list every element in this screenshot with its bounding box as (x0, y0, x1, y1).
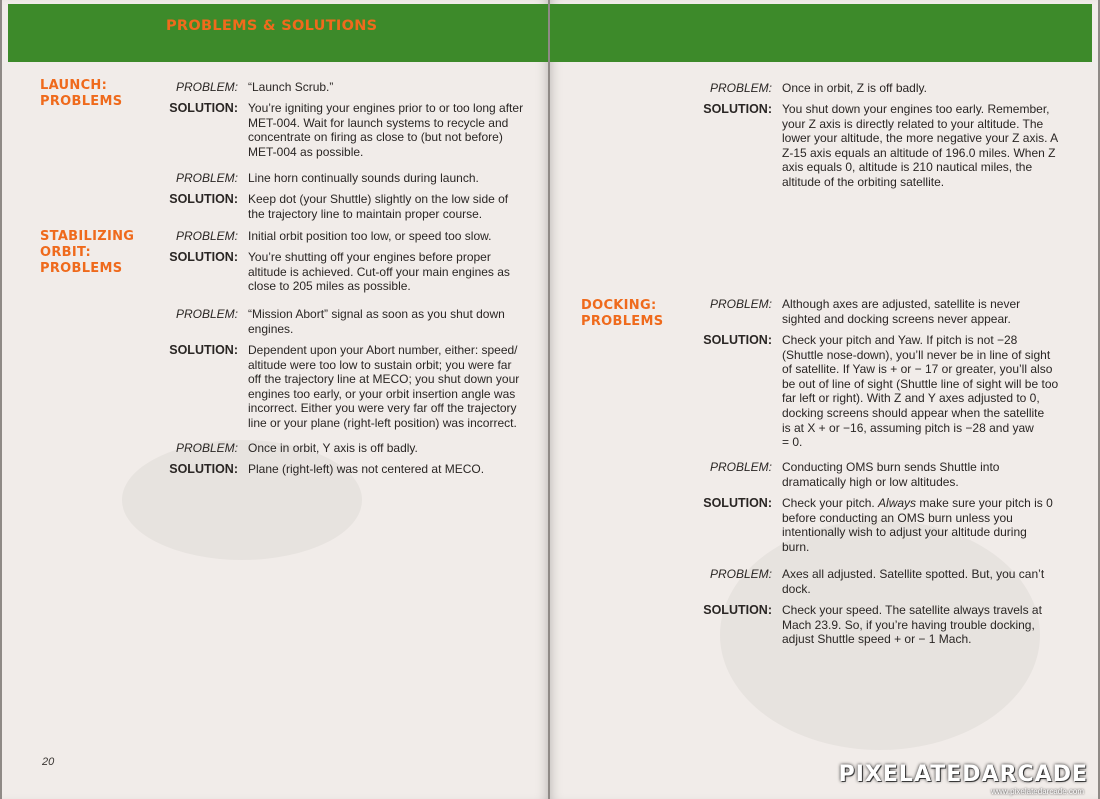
header-band (550, 4, 1092, 62)
text-line: MET-004. Wait for launch systems to recycle and (248, 115, 509, 130)
text-line: altitude of the orbiting satellite. (782, 174, 945, 189)
section-heading-stabilizing-orbit (40, 229, 134, 277)
solution-entry (152, 250, 540, 294)
text-line: close to 205 miles as possible. (248, 279, 411, 294)
text-line: (Shuttle nose-down), you’ll never be in line of sight (782, 347, 1051, 362)
solution-text (782, 496, 1074, 554)
problem-entry (680, 81, 1074, 96)
text-line: the trajectory line to maintain proper course. (248, 206, 483, 221)
solution-text (782, 102, 1074, 190)
problem-text (248, 229, 540, 244)
emphasis: Always (878, 496, 917, 510)
bleed-through-shape (122, 440, 362, 560)
text-line: be out of line of sight (Shuttle line of sight will be too (782, 376, 1059, 391)
text-line: You’re shutting off your engines before proper (248, 250, 491, 264)
text-line: incorrect. Either you were very far off the trajectory (248, 401, 517, 416)
page-title: PROBLEMS & SOLUTIONS (166, 18, 378, 34)
heading-line: PROBLEMS (40, 94, 123, 109)
solution-entry (152, 101, 540, 159)
text-line: Check your pitch and Yaw. If pitch is not −28 (782, 333, 1018, 347)
text-line: is at X + or −16, assuming pitch is −28 and yaw (782, 420, 1034, 435)
watermark-logo: PIXELATEDARCADE (838, 762, 1088, 787)
problem-entry (680, 297, 1074, 326)
text-line: dock. (782, 581, 811, 596)
right-page (550, 0, 1098, 799)
solution-label: SOLUTION: (703, 333, 772, 347)
heading-line: PROBLEMS (581, 314, 664, 329)
text-line: “Mission Abort” signal as soon as you shut down (248, 307, 505, 321)
text-line: engines too early, or your orbit insertion angle was (248, 386, 516, 401)
text-line: altitude were too low to sustain orbit; you were far (248, 357, 512, 372)
problem-entry (680, 460, 1074, 489)
solution-label: SOLUTION: (169, 101, 238, 115)
problem-entry (152, 229, 540, 244)
problem-label: PROBLEM: (175, 171, 238, 185)
text-line: adjust Shuttle speed + or − 1 Mach. (782, 632, 972, 647)
solution-entry (680, 333, 1074, 450)
solution-label: SOLUTION: (703, 102, 772, 116)
text-line: axis equals 0, altitude is 210 nautical miles, the (782, 160, 1033, 175)
solution-label: SOLUTION: (169, 250, 238, 264)
watermark-url: www.pixelatedarcade.com (991, 787, 1084, 796)
text-line: concentrate on firing as close to (but not before) (248, 130, 503, 145)
solution-entry (680, 603, 1074, 647)
text-line: docking screens should appear when the satellite (782, 405, 1045, 420)
problem-label: PROBLEM: (175, 441, 238, 455)
text-line: sighted and docking screens never appear. (782, 311, 1011, 326)
solution-label: SOLUTION: (169, 192, 238, 206)
text-line: You shut down your engines too early. Remember, (782, 102, 1050, 116)
text-line: Axes all adjusted. Satellite spotted. But, you can’t (782, 567, 1045, 581)
text-line: Check your speed. The satellite always travels at (782, 603, 1042, 617)
text-line: Initial orbit position too low, or speed too slow. (248, 229, 492, 243)
problem-text (248, 441, 540, 456)
heading-line: STABILIZING (40, 229, 135, 244)
solution-label: SOLUTION: (703, 496, 772, 510)
section-heading-launch (40, 78, 122, 110)
solution-label: SOLUTION: (703, 603, 772, 617)
heading-line: DOCKING: (581, 298, 657, 313)
problem-text (782, 81, 1074, 96)
text-line: your Z axis is directly related to your altitude. The (782, 116, 1044, 131)
problem-entry (152, 441, 540, 456)
problem-entry (152, 80, 540, 95)
solution-text (248, 462, 540, 477)
text-line: Z-15 axis equals an altitude of 196.0 miles. When Z (782, 145, 1056, 160)
problem-label: PROBLEM: (709, 81, 772, 95)
text-line: Keep dot (your Shuttle) slightly on the low side of (248, 192, 509, 206)
text-line: of satellite. If Yaw is + or − 17 or greater, you’ll also (782, 362, 1053, 377)
text-line: MET-004 as possible. (248, 144, 364, 159)
text-line: = 0. (782, 435, 803, 450)
text-line: Line horn continually sounds during launch. (248, 171, 479, 185)
solution-entry (152, 192, 540, 221)
solution-text (248, 101, 540, 159)
heading-line: ORBIT: (40, 245, 91, 260)
text-line: You’re igniting your engines prior to or too long after (248, 101, 524, 115)
solution-entry (680, 102, 1074, 190)
solution-entry (680, 496, 1074, 554)
page-number: 20 (42, 756, 55, 768)
text-line: dramatically high or low altitudes. (782, 474, 959, 489)
text-line: engines. (248, 321, 294, 336)
heading-line: LAUNCH: (40, 78, 108, 93)
problem-text (248, 307, 540, 336)
text-line: altitude is achieved. Cut-off your main engines as (248, 264, 510, 279)
solution-label: SOLUTION: (169, 462, 238, 476)
text-line: Mach 23.9. So, if you’re having trouble docking, (782, 617, 1035, 632)
text-line: far left or right). With Z and Y axes adjusted to 0, (782, 391, 1040, 406)
text-line: intentionally wish to adjust your altitude during (782, 525, 1027, 540)
text-line: Plane (right-left) was not centered at MECO. (248, 462, 485, 476)
problem-text (782, 567, 1074, 596)
text-line: Dependent upon your Abort number, either: speed/ (248, 343, 518, 357)
section-heading-docking (581, 298, 663, 330)
problem-entry (152, 171, 540, 186)
solution-text (248, 343, 540, 431)
text-line: before conducting an OMS burn unless you (782, 510, 1013, 525)
problem-label: PROBLEM: (175, 80, 238, 94)
problem-text (782, 460, 1074, 489)
problem-label: PROBLEM: (709, 460, 772, 474)
solution-text (782, 333, 1074, 450)
problem-label: PROBLEM: (709, 567, 772, 581)
problem-entry (680, 567, 1074, 596)
text-line: burn. (782, 539, 810, 554)
text-line: lower your altitude, the more negative your Z axis. A (782, 131, 1059, 146)
text-line: line or your plane (right-left position) was incorrect. (248, 415, 517, 430)
text-line: Check your pitch. Always make sure your pitch is 0 (782, 496, 1053, 510)
text-line: Once in orbit, Z is off badly. (782, 81, 927, 95)
text-line: off the trajectory line at MECO; you shut down your (248, 372, 520, 387)
problem-label: PROBLEM: (175, 229, 238, 243)
problem-label: PROBLEM: (175, 307, 238, 321)
text-line: “Launch Scrub.” (248, 80, 334, 94)
solution-text (248, 192, 540, 221)
problem-label: PROBLEM: (709, 297, 772, 311)
problem-entry (152, 307, 540, 336)
problem-text (248, 171, 540, 186)
problem-text (782, 297, 1074, 326)
solution-entry (152, 343, 540, 431)
solution-entry (152, 462, 540, 477)
solution-label: SOLUTION: (169, 343, 238, 357)
text-line: Although axes are adjusted, satellite is never (782, 297, 1021, 311)
text-line: Conducting OMS burn sends Shuttle into (782, 460, 1000, 474)
left-page (2, 0, 548, 799)
heading-line: PROBLEMS (40, 261, 123, 276)
problem-text (248, 80, 540, 95)
solution-text (248, 250, 540, 294)
text-line: Once in orbit, Y axis is off badly. (248, 441, 418, 455)
solution-text (782, 603, 1074, 647)
